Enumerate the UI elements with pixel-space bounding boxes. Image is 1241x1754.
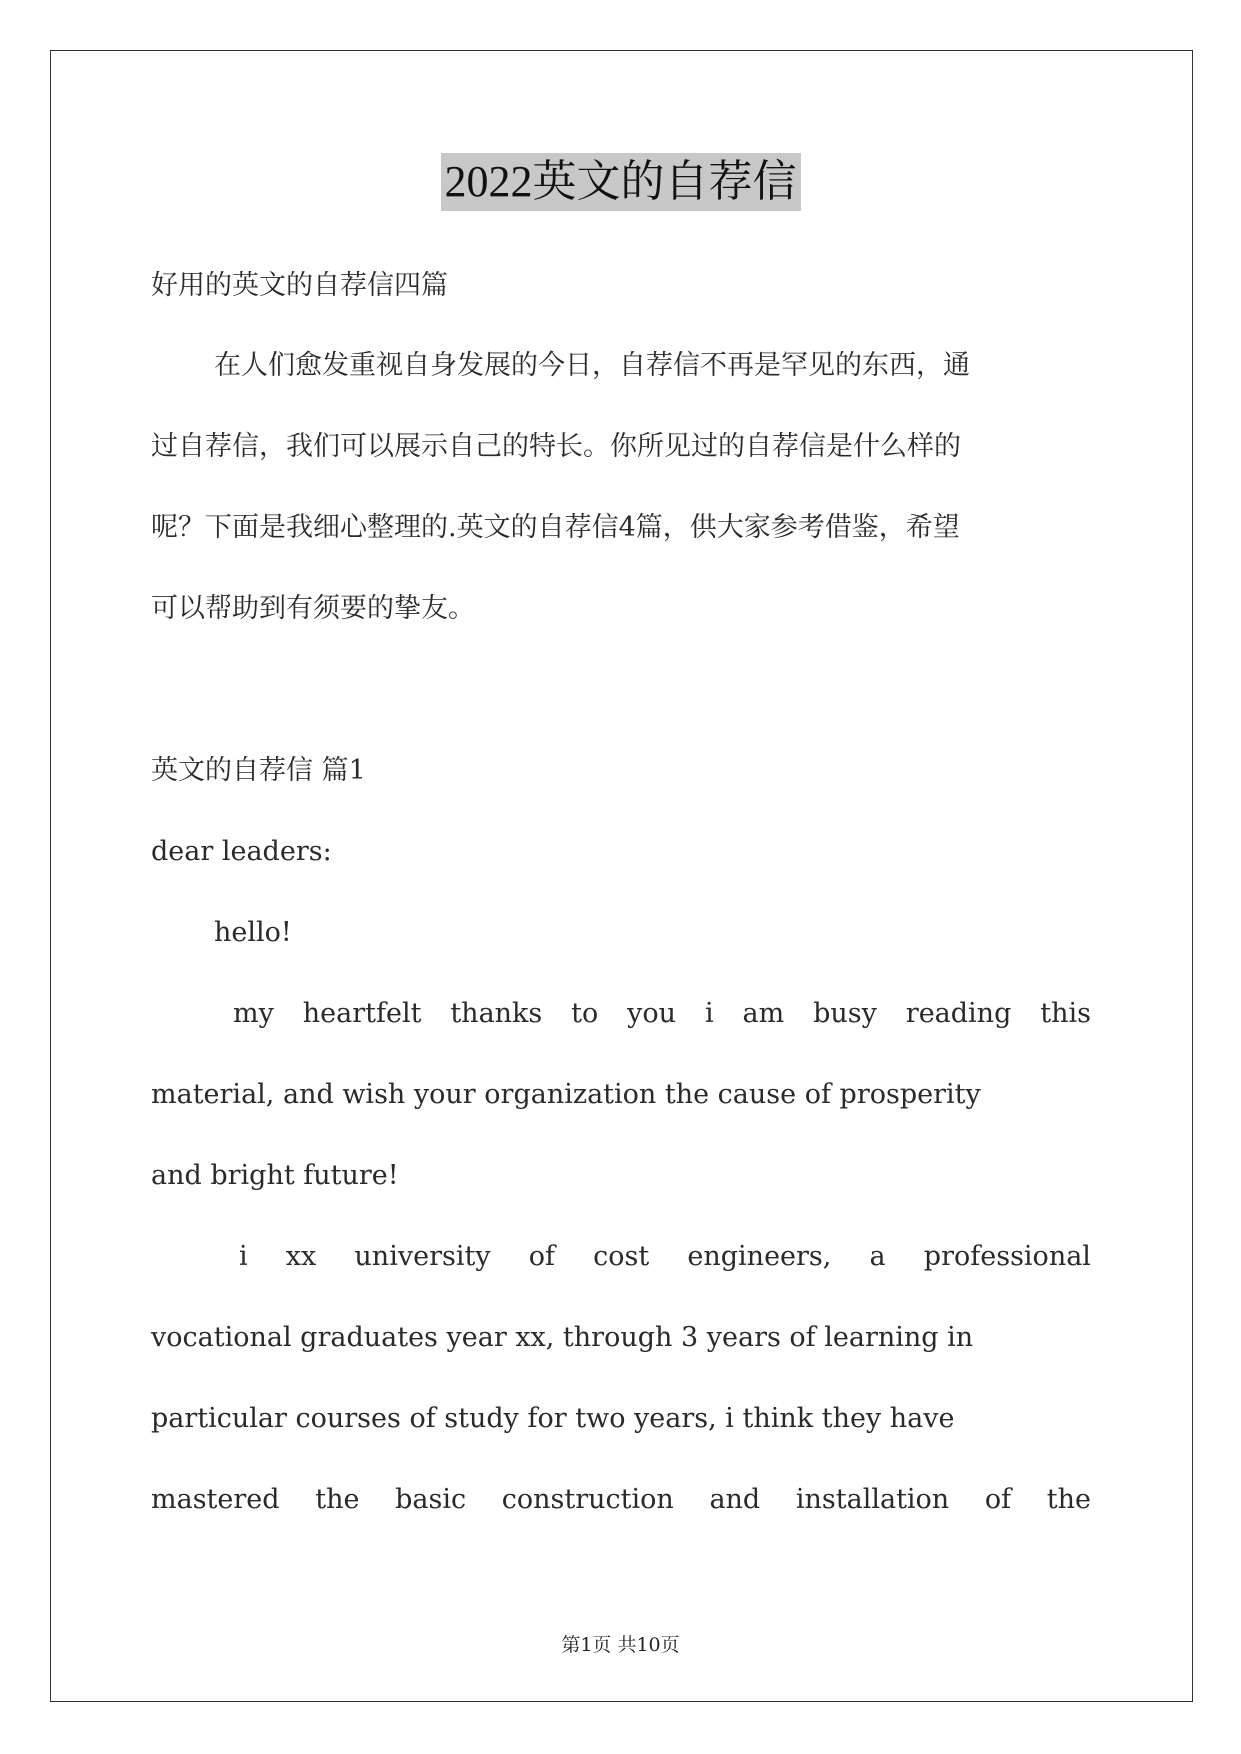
- para1-line-2: material, and wish your organization the cause of prosperity: [151, 1079, 981, 1110]
- para2-line-2: vocational graduates year xx, through 3 years of learning in: [151, 1322, 974, 1353]
- word: heartfelt: [302, 998, 422, 1029]
- para2-line-4: [151, 1480, 1091, 1520]
- word: professional: [923, 1241, 1091, 1272]
- section-heading: 英文的自荐信 篇1: [151, 755, 366, 786]
- para1-line-1: [151, 994, 1091, 1034]
- intro-line-3: 呢？下面是我细心整理的.英文的自荐信4篇，供大家参考借鉴，希望: [151, 512, 960, 543]
- word: and: [709, 1484, 761, 1515]
- word: thanks: [450, 998, 543, 1029]
- word: xx: [285, 1241, 317, 1272]
- salutation: dear leaders:: [151, 836, 332, 867]
- word: you: [627, 998, 677, 1029]
- page-number-footer: 第1页 共10页: [561, 1634, 680, 1656]
- word: university: [354, 1241, 491, 1272]
- word: busy: [813, 998, 877, 1029]
- word: my: [233, 998, 274, 1029]
- word: mastered: [151, 1484, 280, 1515]
- intro-line-1: 在人们愈发重视自身发展的今日，自荐信不再是罕见的东西，通: [214, 350, 970, 381]
- word: of: [528, 1241, 555, 1272]
- word: i: [704, 998, 714, 1029]
- intro-line-4: 可以帮助到有须要的挚友。: [151, 593, 475, 624]
- word: basic: [395, 1484, 467, 1515]
- word: a: [869, 1241, 886, 1272]
- word: am: [742, 998, 785, 1029]
- word: to: [571, 998, 599, 1029]
- para1-line-3: and bright future!: [151, 1160, 399, 1191]
- greeting: hello!: [214, 917, 292, 948]
- word: reading: [905, 998, 1012, 1029]
- word: engineers,: [687, 1241, 832, 1272]
- word: the: [1046, 1484, 1091, 1515]
- document-title: 2022英文的自荐信: [441, 153, 801, 211]
- word: installation: [795, 1484, 950, 1515]
- word: construction: [501, 1484, 674, 1515]
- para2-line-1: [151, 1237, 1091, 1277]
- word: cost: [593, 1241, 650, 1272]
- para2-line-3: particular courses of study for two years, i think they have: [151, 1403, 955, 1434]
- intro-line-2: 过自荐信，我们可以展示自己的特长。你所见过的自荐信是什么样的: [151, 431, 961, 462]
- subtitle: 好用的英文的自荐信四篇: [151, 270, 448, 301]
- title-container: [0, 153, 1241, 211]
- word: i: [239, 1241, 248, 1272]
- word: this: [1040, 998, 1091, 1029]
- word: of: [984, 1484, 1012, 1515]
- word: the: [315, 1484, 360, 1515]
